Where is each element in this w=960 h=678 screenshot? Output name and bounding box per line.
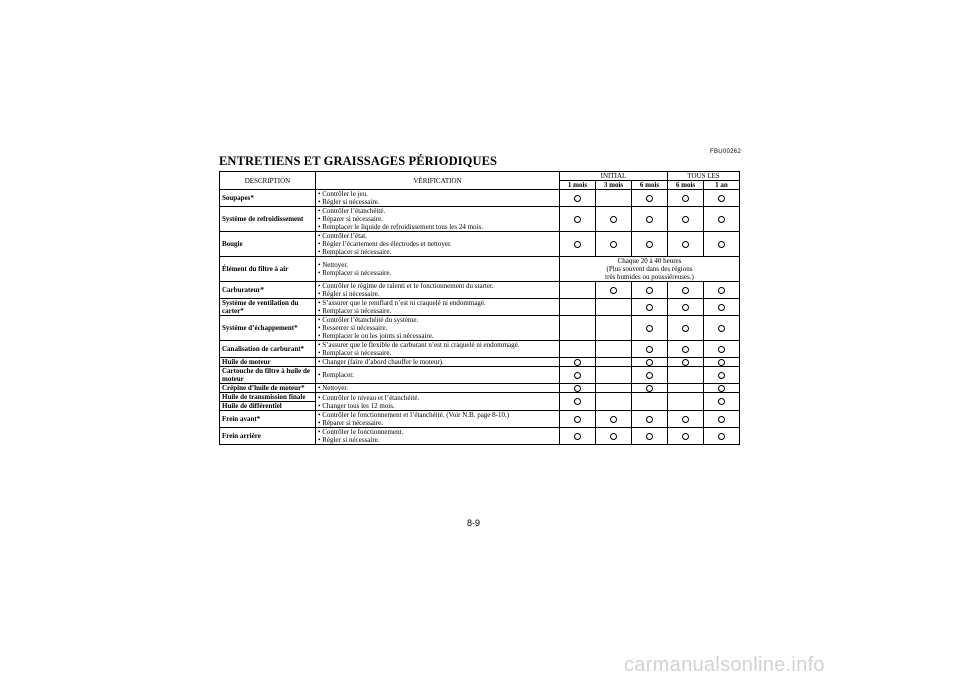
description-cell: Cartouche du filtre à huile de moteur <box>220 367 316 384</box>
check-text: Contrôler l’étanchéité. <box>322 207 386 215</box>
circle-icon <box>718 416 725 423</box>
note-line: très humides ou poussiéreuses.) <box>605 273 694 281</box>
schedule-cell <box>596 232 632 257</box>
circle-icon <box>646 287 653 294</box>
description-cell: Élément du filtre à air <box>220 257 316 282</box>
table-row <box>220 316 740 341</box>
schedule-cell <box>560 367 596 384</box>
table-row <box>220 257 740 282</box>
header-description: DESCRIPTION <box>220 172 316 190</box>
schedule-cell <box>596 384 632 393</box>
schedule-cell <box>560 341 596 358</box>
check-text: Contrôler le niveau et l’étanchéité. <box>322 393 420 402</box>
bullet: • <box>318 215 321 223</box>
circle-icon <box>574 195 581 202</box>
circle-icon <box>646 304 653 311</box>
schedule-cell <box>704 299 740 316</box>
bullet: • <box>318 299 321 307</box>
check-item <box>318 419 557 427</box>
schedule-cell <box>560 428 596 445</box>
circle-icon <box>574 216 581 223</box>
circle-icon <box>646 433 653 440</box>
schedule-cell <box>704 207 740 232</box>
table-row <box>220 341 740 358</box>
check-item <box>318 198 557 206</box>
bullet: • <box>318 290 321 298</box>
check-item <box>318 341 557 349</box>
verification-cell <box>316 316 560 341</box>
table-row <box>220 384 740 393</box>
bullet: • <box>318 371 321 379</box>
header-interval: 1 an <box>704 181 740 190</box>
check-text: Remplacer le liquide de refroidissement tous les 24 mois. <box>322 223 483 231</box>
bullet: • <box>318 324 321 332</box>
schedule-cell <box>560 299 596 316</box>
check-item <box>318 402 557 410</box>
schedule-cell <box>632 299 668 316</box>
check-text: Remplacer si nécessaire. <box>322 349 392 357</box>
schedule-cell <box>668 358 704 367</box>
schedule-cell <box>632 411 668 428</box>
circle-icon <box>574 359 581 366</box>
description-cell: Système de refroidissement <box>220 207 316 232</box>
bullet: • <box>318 307 321 315</box>
check-text: Changer tous les 12 mois. <box>322 401 395 410</box>
schedule-cell <box>704 411 740 428</box>
description-cell: Frein avant* <box>220 411 316 428</box>
bullet: • <box>318 282 321 290</box>
circle-icon <box>718 325 725 332</box>
schedule-cell <box>668 190 704 207</box>
description-cell: Carburateur* <box>220 282 316 299</box>
circle-icon <box>682 287 689 294</box>
document-code: FBU00262 <box>710 149 742 155</box>
verification-cell <box>316 207 560 232</box>
bullet: • <box>318 349 321 357</box>
schedule-cell <box>668 316 704 341</box>
note-line: Chaque 20 à 40 heures <box>617 257 682 265</box>
schedule-cell <box>596 207 632 232</box>
bullet: • <box>318 190 321 198</box>
schedule-cell <box>632 384 668 393</box>
check-item <box>318 232 557 240</box>
schedule-cell <box>560 207 596 232</box>
circle-icon <box>682 216 689 223</box>
check-text: Nettoyer. <box>322 261 349 269</box>
circle-icon <box>610 433 617 440</box>
schedule-cell <box>704 428 740 445</box>
schedule-cell <box>560 232 596 257</box>
circle-icon <box>682 359 689 366</box>
circle-icon <box>682 241 689 248</box>
schedule-cell <box>596 393 632 411</box>
bullet: • <box>318 232 321 240</box>
check-text: Régler si nécessaire. <box>322 290 380 298</box>
check-text: Régler l’écartement des électrodes et nettoyer. <box>322 240 452 248</box>
table-row <box>220 232 740 257</box>
note-line: (Plus souvent dans des régions <box>606 265 693 273</box>
table-row <box>220 411 740 428</box>
circle-icon <box>574 372 581 379</box>
check-item <box>318 384 557 392</box>
description-cell: Huile de différentiel <box>220 402 316 411</box>
circle-icon <box>682 195 689 202</box>
schedule-cell <box>704 393 740 411</box>
schedule-cell <box>596 341 632 358</box>
schedule-cell <box>632 393 668 411</box>
verification-cell <box>316 393 560 411</box>
bullet: • <box>318 358 321 366</box>
bullet: • <box>318 316 321 324</box>
circle-icon <box>682 304 689 311</box>
table-row <box>220 367 740 384</box>
description-cell: Crépine d’huile de moteur* <box>220 384 316 393</box>
schedule-cell <box>596 282 632 299</box>
description-cell: Système d’échappement* <box>220 316 316 341</box>
circle-icon <box>574 241 581 248</box>
circle-icon <box>610 216 617 223</box>
check-item <box>318 223 557 231</box>
header-verification: VÉRIFICATION <box>316 172 560 190</box>
verification-cell <box>316 299 560 316</box>
circle-icon <box>718 304 725 311</box>
schedule-cell <box>560 282 596 299</box>
table-row <box>220 393 740 402</box>
circle-icon <box>718 195 725 202</box>
schedule-cell <box>632 358 668 367</box>
check-text: Nettoyer. <box>322 384 349 392</box>
check-item <box>318 324 557 332</box>
check-item <box>318 269 557 277</box>
circle-icon <box>646 416 653 423</box>
schedule-cell <box>668 393 704 411</box>
schedule-cell <box>632 367 668 384</box>
schedule-cell <box>704 358 740 367</box>
schedule-cell <box>668 384 704 393</box>
schedule-cell <box>668 207 704 232</box>
description-cell: Système de ventilation du carter* <box>220 299 316 316</box>
verification-cell <box>316 341 560 358</box>
circle-icon <box>646 195 653 202</box>
bullet: • <box>318 207 321 215</box>
schedule-cell <box>632 428 668 445</box>
schedule-cell <box>704 367 740 384</box>
circle-icon <box>718 346 725 353</box>
check-text: Contrôler l’état. <box>322 232 367 240</box>
bullet: • <box>318 240 321 248</box>
check-text: Contrôler le fonctionnement. <box>322 428 404 436</box>
check-item <box>318 428 557 436</box>
header-interval: 6 mois <box>632 181 668 190</box>
circle-icon <box>646 359 653 366</box>
check-item <box>318 190 557 198</box>
check-item <box>318 261 557 269</box>
schedule-cell <box>668 299 704 316</box>
verification-cell <box>316 384 560 393</box>
circle-icon <box>718 359 725 366</box>
verification-cell <box>316 232 560 257</box>
header-initial: INITIAL <box>560 172 668 181</box>
verification-cell <box>316 411 560 428</box>
check-text: Remplacer si nécessaire. <box>322 269 392 277</box>
check-item <box>318 307 557 315</box>
circle-icon <box>574 416 581 423</box>
schedule-cell <box>632 341 668 358</box>
schedule-cell <box>560 358 596 367</box>
circle-icon <box>682 433 689 440</box>
header-every: TOUS LES <box>668 172 740 181</box>
circle-icon <box>574 385 581 392</box>
circle-icon <box>610 416 617 423</box>
bullet: • <box>318 248 321 256</box>
check-item <box>318 349 557 357</box>
schedule-cell <box>668 411 704 428</box>
table-row <box>220 282 740 299</box>
schedule-cell <box>668 428 704 445</box>
circle-icon <box>682 325 689 332</box>
verification-cell <box>316 428 560 445</box>
bullet: • <box>318 341 321 349</box>
bullet: • <box>318 436 321 444</box>
circle-icon <box>574 398 581 405</box>
circle-icon <box>610 241 617 248</box>
header-interval: 6 mois <box>668 181 704 190</box>
bullet: • <box>318 401 321 410</box>
check-text: Contrôler l’étanchéité du système. <box>322 316 419 324</box>
schedule-cell <box>560 393 596 411</box>
bullet: • <box>318 269 321 277</box>
circle-icon <box>646 385 653 392</box>
verification-cell <box>316 367 560 384</box>
check-text: Remplacer si nécessaire. <box>322 248 392 256</box>
check-text: Resserrer si nécessaire. <box>322 324 388 332</box>
watermark: carmanualsonline.info <box>624 654 825 676</box>
check-item <box>318 299 557 307</box>
schedule-cell <box>704 341 740 358</box>
bullet: • <box>318 419 321 427</box>
schedule-cell <box>596 411 632 428</box>
verification-cell <box>316 257 560 282</box>
page-number: 8-9 <box>467 518 481 528</box>
bullet: • <box>318 332 321 340</box>
schedule-cell <box>704 190 740 207</box>
bullet: • <box>318 411 321 419</box>
bullet: • <box>318 198 321 206</box>
check-item <box>318 332 557 340</box>
schedule-cell <box>632 232 668 257</box>
circle-icon <box>718 241 725 248</box>
description-cell: Huile de transmission finale <box>220 393 316 402</box>
schedule-cell <box>596 428 632 445</box>
circle-icon <box>682 416 689 423</box>
circle-icon <box>610 287 617 294</box>
check-text: Réparer si nécessaire. <box>322 215 384 223</box>
check-item <box>318 394 557 402</box>
circle-icon <box>718 385 725 392</box>
circle-icon <box>646 372 653 379</box>
check-text: Remplacer le ou les joints si nécessaire. <box>322 332 434 340</box>
check-text: Contrôler le fonctionnement et l’étanchéité. (Voir N.B. page 8-10.) <box>322 411 510 419</box>
table-row <box>220 190 740 207</box>
check-item <box>318 215 557 223</box>
check-item <box>318 240 557 248</box>
bullet: • <box>318 393 321 402</box>
header-interval: 1 mois <box>560 181 596 190</box>
schedule-cell <box>668 367 704 384</box>
check-item <box>318 290 557 298</box>
verification-cell <box>316 190 560 207</box>
check-text: Régler si nécessaire. <box>322 198 380 206</box>
check-item <box>318 282 557 290</box>
bullet: • <box>318 384 321 392</box>
check-item <box>318 371 557 379</box>
circle-icon <box>646 346 653 353</box>
check-item <box>318 358 557 366</box>
check-text: Régler si nécessaire. <box>322 436 380 444</box>
description-cell: Huile de moteur <box>220 358 316 367</box>
table-body <box>220 190 740 445</box>
circle-icon <box>718 398 725 405</box>
check-item <box>318 248 557 256</box>
check-text: Changer (faire d’abord chauffer le moteur). <box>322 358 444 366</box>
schedule-cell <box>632 207 668 232</box>
schedule-cell <box>560 190 596 207</box>
bullet: • <box>318 223 321 231</box>
schedule-cell <box>704 384 740 393</box>
schedule-cell <box>704 232 740 257</box>
check-item <box>318 316 557 324</box>
maintenance-table <box>219 171 740 445</box>
check-text: Contrôler le régime de ralenti et le fonctionnement du starter. <box>322 282 494 290</box>
check-text: Contrôler le jeu. <box>322 190 368 198</box>
circle-icon <box>718 372 725 379</box>
bullet: • <box>318 428 321 436</box>
description-cell: Frein arrière <box>220 428 316 445</box>
schedule-cell <box>704 316 740 341</box>
schedule-cell <box>560 316 596 341</box>
interval-note <box>560 257 740 282</box>
check-item <box>318 411 557 419</box>
schedule-cell <box>632 190 668 207</box>
check-text: Remplacer. <box>322 371 354 379</box>
page-title: ENTRETIENS ET GRAISSAGES PÉRIODIQUES <box>219 154 498 168</box>
schedule-cell <box>560 384 596 393</box>
header-interval: 3 mois <box>596 181 632 190</box>
circle-icon <box>682 346 689 353</box>
circle-icon <box>646 325 653 332</box>
circle-icon <box>718 433 725 440</box>
table-row <box>220 428 740 445</box>
schedule-cell <box>596 358 632 367</box>
check-text: Remplacer si nécessaire. <box>322 307 392 315</box>
description-cell: Bougie <box>220 232 316 257</box>
check-text: S’assurer que le flexible de carburant n’est ni craquelé ni endommagé. <box>322 341 520 349</box>
schedule-cell <box>596 190 632 207</box>
check-text: S’assurer que le reniflard n’est ni craquelé ni endommagé. <box>322 299 486 307</box>
check-item <box>318 436 557 444</box>
schedule-cell <box>632 282 668 299</box>
schedule-cell <box>596 367 632 384</box>
schedule-cell <box>704 282 740 299</box>
schedule-cell <box>668 282 704 299</box>
schedule-cell <box>596 316 632 341</box>
check-item <box>318 207 557 215</box>
circle-icon <box>718 287 725 294</box>
verification-cell <box>316 358 560 367</box>
schedule-cell <box>632 316 668 341</box>
schedule-cell <box>596 299 632 316</box>
schedule-cell <box>560 411 596 428</box>
circle-icon <box>646 216 653 223</box>
table-row <box>220 207 740 232</box>
schedule-cell <box>668 232 704 257</box>
circle-icon <box>574 433 581 440</box>
bullet: • <box>318 261 321 269</box>
table-row <box>220 299 740 316</box>
table-row <box>220 358 740 367</box>
verification-cell <box>316 282 560 299</box>
circle-icon <box>646 241 653 248</box>
circle-icon <box>718 216 725 223</box>
description-cell: Soupapes* <box>220 190 316 207</box>
description-cell: Canalisation de carburant* <box>220 341 316 358</box>
check-text: Réparer si nécessaire. <box>322 419 384 427</box>
schedule-cell <box>668 341 704 358</box>
